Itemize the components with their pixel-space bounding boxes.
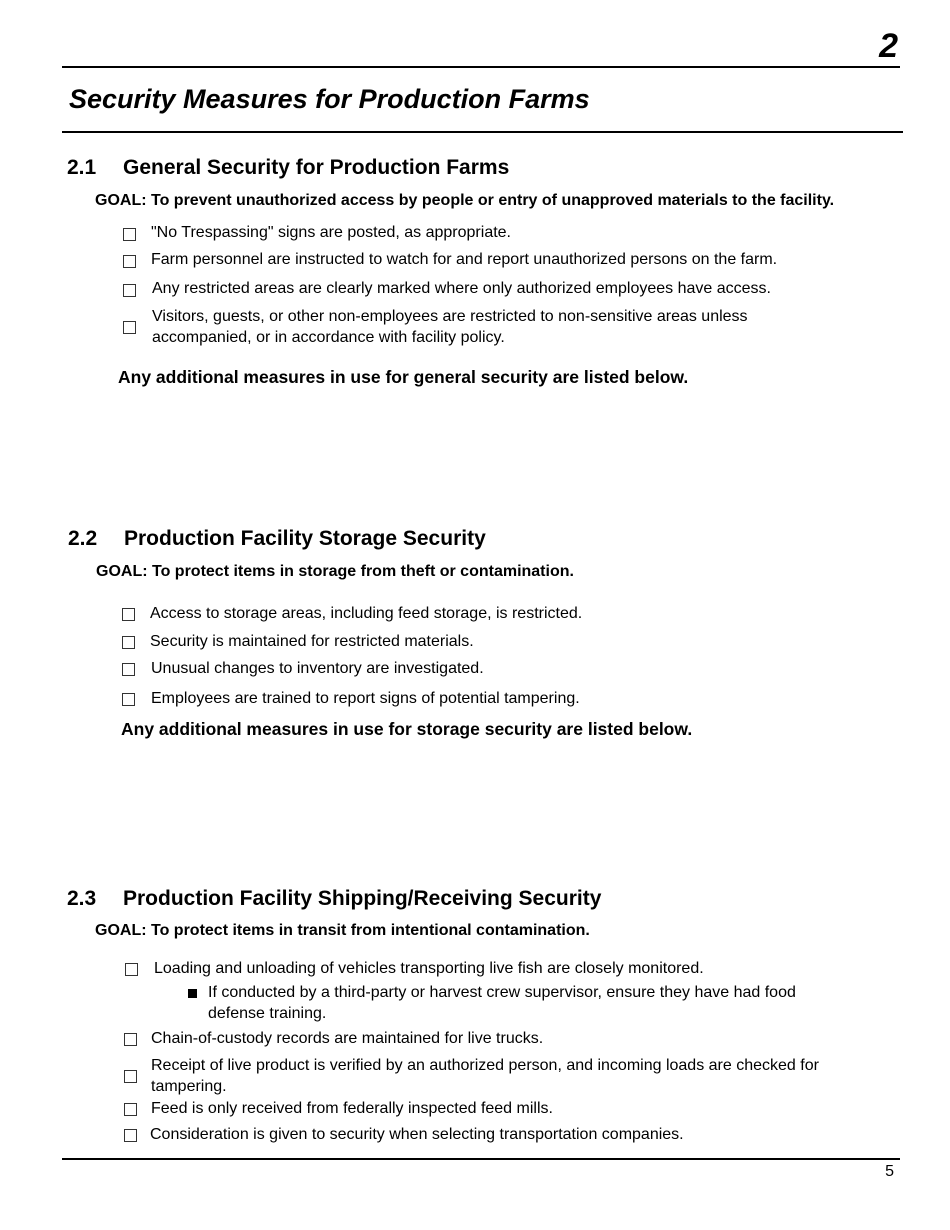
checklist-item: Unusual changes to inventory are investigated. [151,660,484,677]
checkbox[interactable] [124,1129,137,1142]
checkbox[interactable] [124,1070,137,1083]
checklist-item: Loading and unloading of vehicles transporting live fish are closely monitored. [154,960,704,977]
header-rule [62,66,900,68]
checkbox[interactable] [123,228,136,241]
checklist-item: Farm personnel are instructed to watch for and report unauthorized persons on the farm. [151,251,778,268]
checklist-item: Employees are trained to report signs of potential tampering. [151,690,580,707]
section-number: 2.3 [67,887,97,910]
section-title: Production Facility Shipping/Receiving Security [123,887,602,910]
checklist-item: "No Trespassing" signs are posted, as appropriate. [151,224,511,241]
section-title: General Security for Production Farms [123,156,510,179]
checklist-item: Consideration is given to security when selecting transportation companies. [150,1126,684,1143]
checkbox[interactable] [124,1033,137,1046]
title-rule [62,131,903,133]
page-number: 5 [885,1163,894,1180]
section-number: 2.1 [67,156,97,179]
checklist-subitem: If conducted by a third-party or harvest crew supervisor, ensure they have had food defense training. [208,984,796,1022]
checklist-item: Access to storage areas, including feed storage, is restricted. [150,605,583,622]
checklist-item: Any restricted areas are clearly marked where only authorized employees have access. [152,280,771,297]
checklist-item: Chain-of-custody records are maintained for live trucks. [151,1030,544,1047]
square-bullet-icon [188,989,197,998]
section-goal: GOAL: To protect items in transit from intentional contamination. [95,922,590,939]
checklist-item: Visitors, guests, or other non-employees are restricted to non-sensitive areas unless accompanied, or in accordance with facility policy. [152,308,748,346]
chapter-number: 2 [879,27,898,65]
checkbox[interactable] [123,321,136,334]
checkbox[interactable] [122,636,135,649]
checkbox[interactable] [122,693,135,706]
additional-measures-note: Any additional measures in use for general security are listed below. [118,367,689,387]
checkbox[interactable] [124,1103,137,1116]
checkbox[interactable] [123,284,136,297]
checklist-item: Receipt of live product is verified by an authorized person, and incoming loads are checked for tampering. [151,1057,819,1095]
checklist-item: Security is maintained for restricted materials. [150,633,474,650]
checkbox[interactable] [122,663,135,676]
checkbox[interactable] [123,255,136,268]
checkbox[interactable] [125,963,138,976]
additional-measures-note: Any additional measures in use for storage security are listed below. [121,719,693,739]
section-goal: GOAL: To protect items in storage from theft or contamination. [96,563,574,580]
section-goal: GOAL: To prevent unauthorized access by people or entry of unapproved materials to the facility. [95,192,835,209]
checkbox[interactable] [122,608,135,621]
footer-rule [62,1158,900,1160]
page-title: Security Measures for Production Farms [69,84,590,114]
section-title: Production Facility Storage Security [124,527,486,550]
checklist-item: Feed is only received from federally inspected feed mills. [151,1100,553,1117]
section-number: 2.2 [68,527,98,550]
